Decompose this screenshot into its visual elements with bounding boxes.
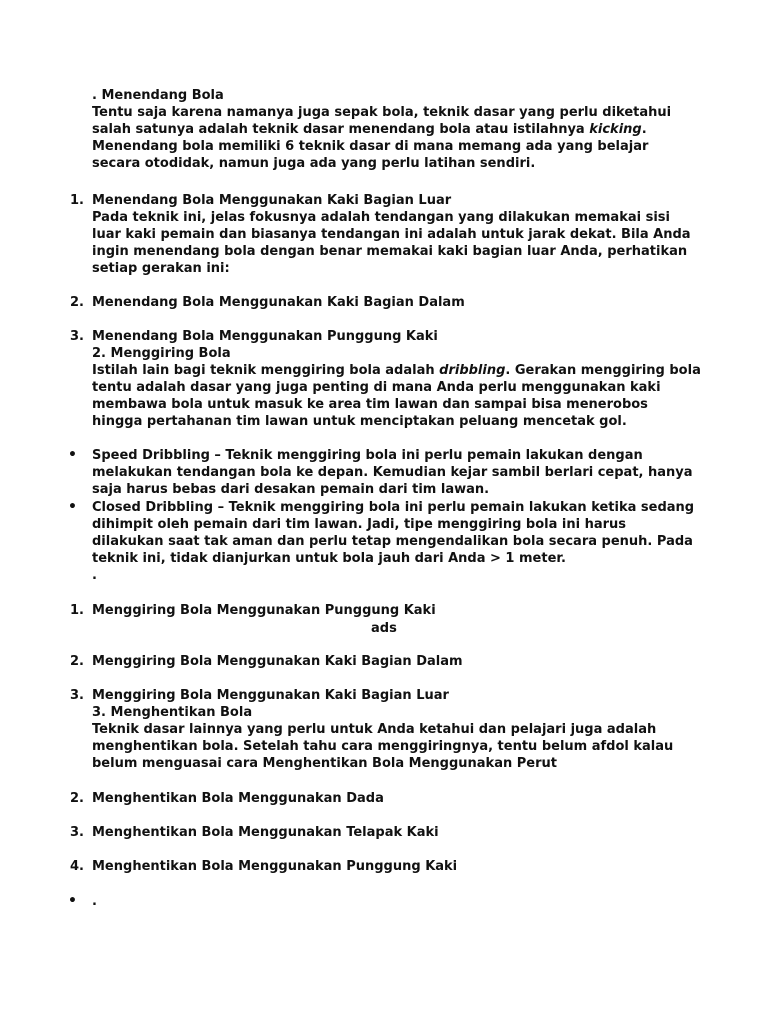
paragraph-line: belum menguasai cara Menghentikan Bola Menggunakan Perut <box>92 756 557 771</box>
paragraph-line: Tentu saja karena namanya juga sepak bola, teknik dasar yang perlu diketahui <box>92 105 672 120</box>
list-number: 3. <box>70 329 84 344</box>
bullet-item <box>92 499 695 584</box>
paragraph-line: salah satunya adalah teknik dasar menendang bola atau istilahnya kicking. <box>92 122 647 137</box>
list-number: 1. <box>70 193 84 208</box>
paragraph-line: Teknik dasar lainnya yang perlu untuk Anda ketahui dan pelajari juga adalah <box>92 722 657 737</box>
paragraph-line: membawa bola untuk masuk ke area tim lawan dan sampai bisa menerobos <box>92 397 648 412</box>
list-item-title: Menggiring Bola Menggunakan Kaki Bagian Dalam <box>92 654 463 669</box>
paragraph-line: Closed Dribbling – Teknik menggiring bola ini perlu pemain lakukan ketika sedang <box>92 500 695 515</box>
italic-term: dribbling <box>439 363 506 378</box>
list-number: 3. <box>70 688 84 703</box>
list-item-title: Menendang Bola Menggunakan Kaki Bagian Dalam <box>92 295 465 310</box>
italic-term: kicking <box>589 122 642 137</box>
list-item <box>92 192 691 277</box>
list-number: 4. <box>70 859 84 874</box>
bullet-icon: • <box>68 499 77 515</box>
list-item-title: Menghentikan Bola Menggunakan Punggung Kaki <box>92 859 458 874</box>
section-heading: 2. Menggiring Bola <box>92 346 231 361</box>
paragraph-line: teknik ini, tidak dianjurkan untuk bola jauh dari Anda > 1 meter. <box>92 551 566 566</box>
list-item-title: Menggiring Bola Menggunakan Punggung Kaki <box>92 603 436 618</box>
list-item-title: Menghentikan Bola Menggunakan Dada <box>92 791 384 806</box>
paragraph-line: hingga pertahanan tim lawan untuk menciptakan peluang mencetak gol. <box>92 414 627 429</box>
paragraph-line: menghentikan bola. Setelah tahu cara menggiringnya, tentu belum afdol kalau <box>92 739 674 754</box>
section-heading: 3. Menghentikan Bola <box>92 705 253 720</box>
list-number: 2. <box>70 295 84 310</box>
paragraph-line: saja harus bebas dari desakan pemain dari tim lawan. <box>92 482 490 497</box>
paragraph-line: dihimpit oleh pemain dari tim lawan. Jadi, tipe menggiring bola ini harus <box>92 517 627 532</box>
list-item-title: Menghentikan Bola Menggunakan Telapak Kaki <box>92 825 439 840</box>
paragraph-line: ingin menendang bola dengan benar memakai kaki bagian luar Anda, perhatikan <box>92 244 688 259</box>
bullet-icon: • <box>68 893 77 909</box>
list-item-title: Menendang Bola Menggunakan Punggung Kaki <box>92 329 438 344</box>
ads-label[interactable]: ads <box>371 621 397 636</box>
paragraph-line: luar kaki pemain dan biasanya tendangan ini adalah untuk jarak dekat. Bila Anda <box>92 227 691 242</box>
list-number: 2. <box>70 654 84 669</box>
paragraph-line: melakukan tendangan bola ke depan. Kemudian kejar sambil berlari cepat, hanya <box>92 465 693 480</box>
section-heading: . Menendang Bola <box>92 88 224 103</box>
list-number: 1. <box>70 603 84 618</box>
bullet-icon: • <box>68 447 77 463</box>
section-menghentikan <box>92 704 682 772</box>
list-item-title: Menggiring Bola Menggunakan Kaki Bagian Luar <box>92 688 449 703</box>
paragraph-line: Pada teknik ini, jelas fokusnya adalah tendangan yang dilakukan memakai sisi <box>92 210 670 225</box>
final-bullet-text: . <box>92 894 97 909</box>
paragraph-line: Speed Dribbling – Teknik menggiring bola ini perlu pemain lakukan dengan <box>92 448 643 463</box>
paragraph-line: Menendang bola memiliki 6 teknik dasar di mana memang ada yang belajar <box>92 139 649 154</box>
paragraph-line: Istilah lain bagi teknik menggiring bola adalah dribbling. Gerakan menggiring bola <box>92 363 701 378</box>
paragraph-line: dilakukan saat tak aman dan perlu tetap mengendalikan bola secara penuh. Pada <box>92 534 693 549</box>
list-number: 2. <box>70 791 84 806</box>
paragraph-line: secara otodidak, namun juga ada yang perlu latihan sendiri. <box>92 156 536 171</box>
bullet-item <box>92 447 693 498</box>
paragraph-line: tentu adalah dasar yang juga penting di mana Anda perlu menggunakan kaki <box>92 380 661 395</box>
list-item-title: Menendang Bola Menggunakan Kaki Bagian Luar <box>92 193 452 208</box>
paragraph-line: . <box>92 568 97 583</box>
section-menendang <box>92 87 682 172</box>
list-number: 3. <box>70 825 84 840</box>
paragraph-line: setiap gerakan ini: <box>92 261 230 276</box>
section-menggiring <box>92 345 701 430</box>
